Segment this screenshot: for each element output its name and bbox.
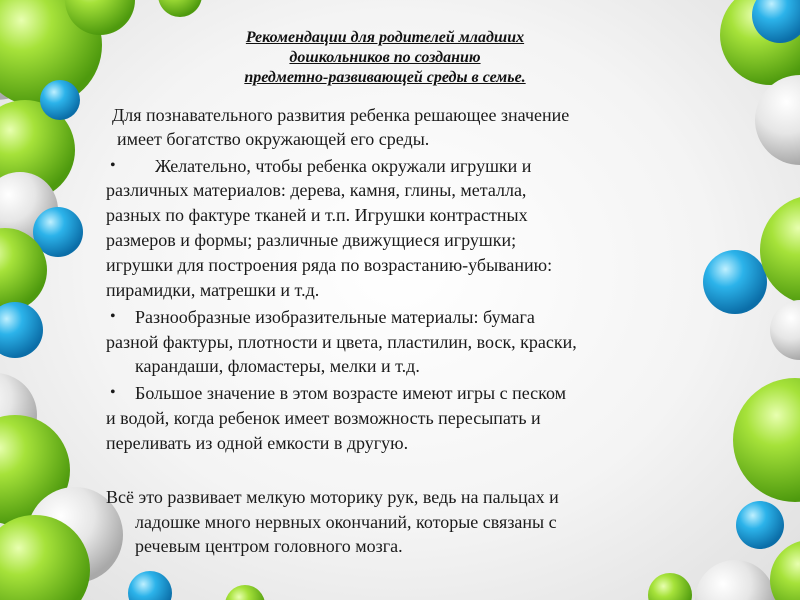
bullet-text-line: различных материалов: дерева, камня, глины, металла, — [106, 180, 527, 200]
bullet-text-line: размеров и формы; различные движущиеся игрушки; — [106, 230, 517, 250]
bullet-text-line: Желательно, чтобы ребенка окружали игрушки и — [155, 156, 532, 176]
intro-line: Для познавательного развития ребенка решающее значение — [112, 105, 570, 125]
title-line: предметно-развивающей среды в семье. — [244, 69, 526, 86]
bullet-text-line: и водой, когда ребенок имеет возможность пересыпать и — [106, 408, 541, 428]
bullet-text-line: разных по фактуре тканей и т.п. Игрушки контрастных — [106, 205, 528, 225]
bullet-text-line: Большое значение в этом возрасте имеют игры с песком — [135, 383, 567, 403]
slide-title — [150, 28, 620, 88]
conclusion-line: ладошке много нервных окончаний, которые связаны с — [135, 512, 557, 532]
bullet-marker: • — [110, 384, 116, 401]
intro-line: имеет богатство окружающей его среды. — [117, 129, 430, 149]
bullet-text-line: пирамидки, матрешки и т.д. — [106, 280, 320, 300]
bullet-text-line: Разнообразные изобразительные материалы: бумага — [135, 307, 535, 327]
bullet-text-line: разной фактуры, плотности и цвета, пластилин, воск, краски, — [106, 332, 577, 352]
conclusion-line: речевым центром головного мозга. — [135, 536, 403, 556]
conclusion-line: Всё это развивает мелкую моторику рук, ведь на пальцах и — [106, 487, 559, 507]
bullet-text-line: переливать из одной емкости в другую. — [106, 433, 409, 453]
bullet-marker: • — [110, 308, 116, 325]
title-line: дошкольников по созданию — [289, 49, 481, 66]
bullet-marker: • — [110, 157, 116, 174]
bullet-text-line: карандаши, фломастеры, мелки и т.д. — [135, 356, 420, 376]
title-line: Рекомендации для родителей младших — [245, 29, 525, 46]
bullet-text-line: игрушки для построения ряда по возрастанию-убыванию: — [106, 255, 553, 275]
